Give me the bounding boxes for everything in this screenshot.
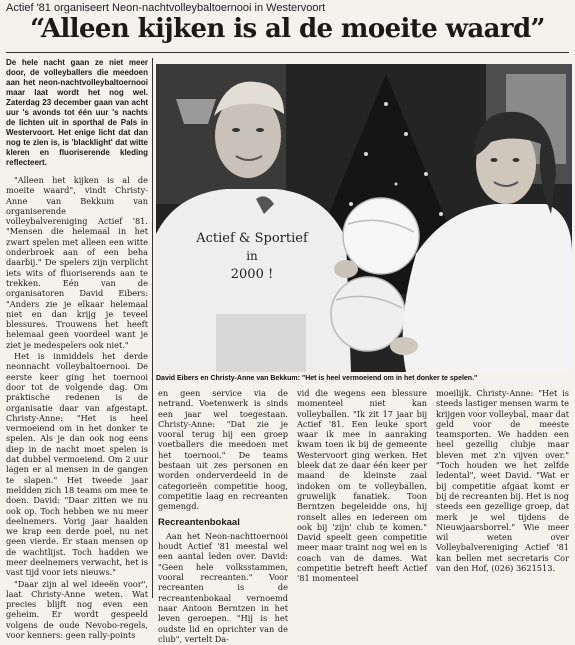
column-3 <box>297 388 427 585</box>
shirt-line-2: in <box>246 249 258 263</box>
column-4 <box>436 388 569 574</box>
paragraph: "Daar zijn al wel ideeën voor", laat Christy-Anne weten. Wat precies blijft nog even een geheim. Er wordt gespeeld volgens de oude Nevobo-regels, voor kenners: geen rally-points <box>6 578 148 641</box>
column-2 <box>158 388 288 645</box>
shirt-line-3: 2000 ! <box>230 267 274 282</box>
paragraph: Het is inmiddels het derde neonnacht volleybaltoernooi. De eerste keer ging het toernooi door tot de volgende dag. Om praktische redenen is de organisatie daar van afgestapt. Christy-Anne: "Het is heel vermoeiend om in het donker te spelen. Als je dan ook nog eens diep in de nacht moet spelen is dat dubbel vermoeiend. Om 2 uur lagen er al mensen in de gangen te slapen." Het tweede jaar meldden zich 18 teams om mee te doen. David: "Daar zitten we nu ook op. Toch hebben we nu meer deelnemers. Vorig jaar haalden we krap een derde poel, nu net geen vierde. Er staan mensen op de wachtlijst. Toch hadden we meer deelnemers verwacht, het is vast tijd voor iets nieuws." <box>6 351 148 578</box>
article-photo <box>156 64 572 372</box>
column-1 <box>6 58 148 641</box>
photo-caption: David Eibers en Christy-Anne van Bekkum: "Het is heel vermoeiend om in het donker te spelen." <box>156 375 478 382</box>
column-rule <box>6 52 569 53</box>
paragraph: moeilijk. Christy-Anne: "Het is steeds lastiger mensen warm te krijgen voor volleybal, maar dat geld voor de meeste teamsporten. We hadden een heel gezellig clubje maar bleven met z'n vijven over." "Toch houden we het zelfde ledental", weet David. "Wat er bij competitie afgaat komt er bij de recreanten bij. Het is nog steeds een gezellige groep, dat merk je wel tijdens de Nieuwjaarsborrel." Wie meer wil weten over Volleybalvereniging Actief '81 kan bellen met secretaris Cor van den Hof, (026) 3621513. <box>436 388 569 574</box>
shirt-line-1: Actief & Sportief <box>196 231 308 246</box>
article-headline: “Alleen kijken is al de moeite waard” <box>30 14 545 44</box>
paragraph: vid die wegens een blessure momenteel niet kan volleyballen. "Ik zit 17 jaar bij Actief '81. Een leuke sport waar ik mee in aanraking kwam toen ik bij de gemeente Westervoort ging werken. Het bleek dat ze daar één keer per maand de kleinste zaal indoken om te volleyballen, gruwelijk fanatiek. Toon Berntzen begeleidde ons, hij ronselt alles en iedereen om ook bij 'zijn' club te komen." David speelt geen competitie meer maar traint nog wel en is coach van de dames. Wat competitie betreft heeft Actief '81 momenteel <box>297 388 427 584</box>
paragraph: Aan het Neon-nachttoernooi houdt Actief '81 meestal wel een aantal leden over. David: "Geen hele volksstammen, vooral recreanten." Voor recreanten is de recreantenbokaal vernoemd naar Antoon Berntzen in het leven geroepen. "Hij is het oudste lid en oprichter van de club", vertelt Da- <box>158 530 288 644</box>
paragraph: "Alleen het kijken is al de moeite waard", vindt Christy-Anne van Bekkum van organiserende volleybalvereniging Actief '81. "Mensen die helemaal in het zwart spelen met alleen een witte onderbroek aan of een beha daarbij." De spelers zijn verplicht iets wits of fluoriserends aan te trekken. Eén van de organisatoren David Eibers: "Anders zie je elkaar helemaal niet en dan krijg je teveel blessures. Trouwens het heeft helemaal geen voordeel want je ziet je medespelers ook niet." <box>6 175 148 350</box>
article-intro: De hele nacht gaan ze niet meer door, de volleyballers die meedoen aan het neon-nachtvolleybaltoernooi maar laat wordt het nog wel. Zaterdag 23 december gaan van acht uur 's avonds tot één uur 's nachts de lichten uit in sporthal de Pals in Westervoort. Het enige licht dat dan nog te zien is, is 'blacklight' dat witte kleren en fluoriserende kleding reflecteert. <box>6 58 148 167</box>
column-rule <box>152 58 153 598</box>
article-kicker: Actief '81 organiseert Neon-nachtvolleybaltoernooi in Westervoort <box>6 2 326 14</box>
paragraph: en geen service via de netrand. Voetenwerk is sinds een jaar wel toegestaan. Christy-Anne: "Dat zie je vooral terug bij een groep voetballers die meedoen met het toernooi." De teams bestaan uit zes personen en worden onderverdeeld in de categorieën competitie hoog, competitie laag en recreanten gemengd. <box>158 388 288 512</box>
subheading: Recreantenbokaal <box>158 516 240 528</box>
